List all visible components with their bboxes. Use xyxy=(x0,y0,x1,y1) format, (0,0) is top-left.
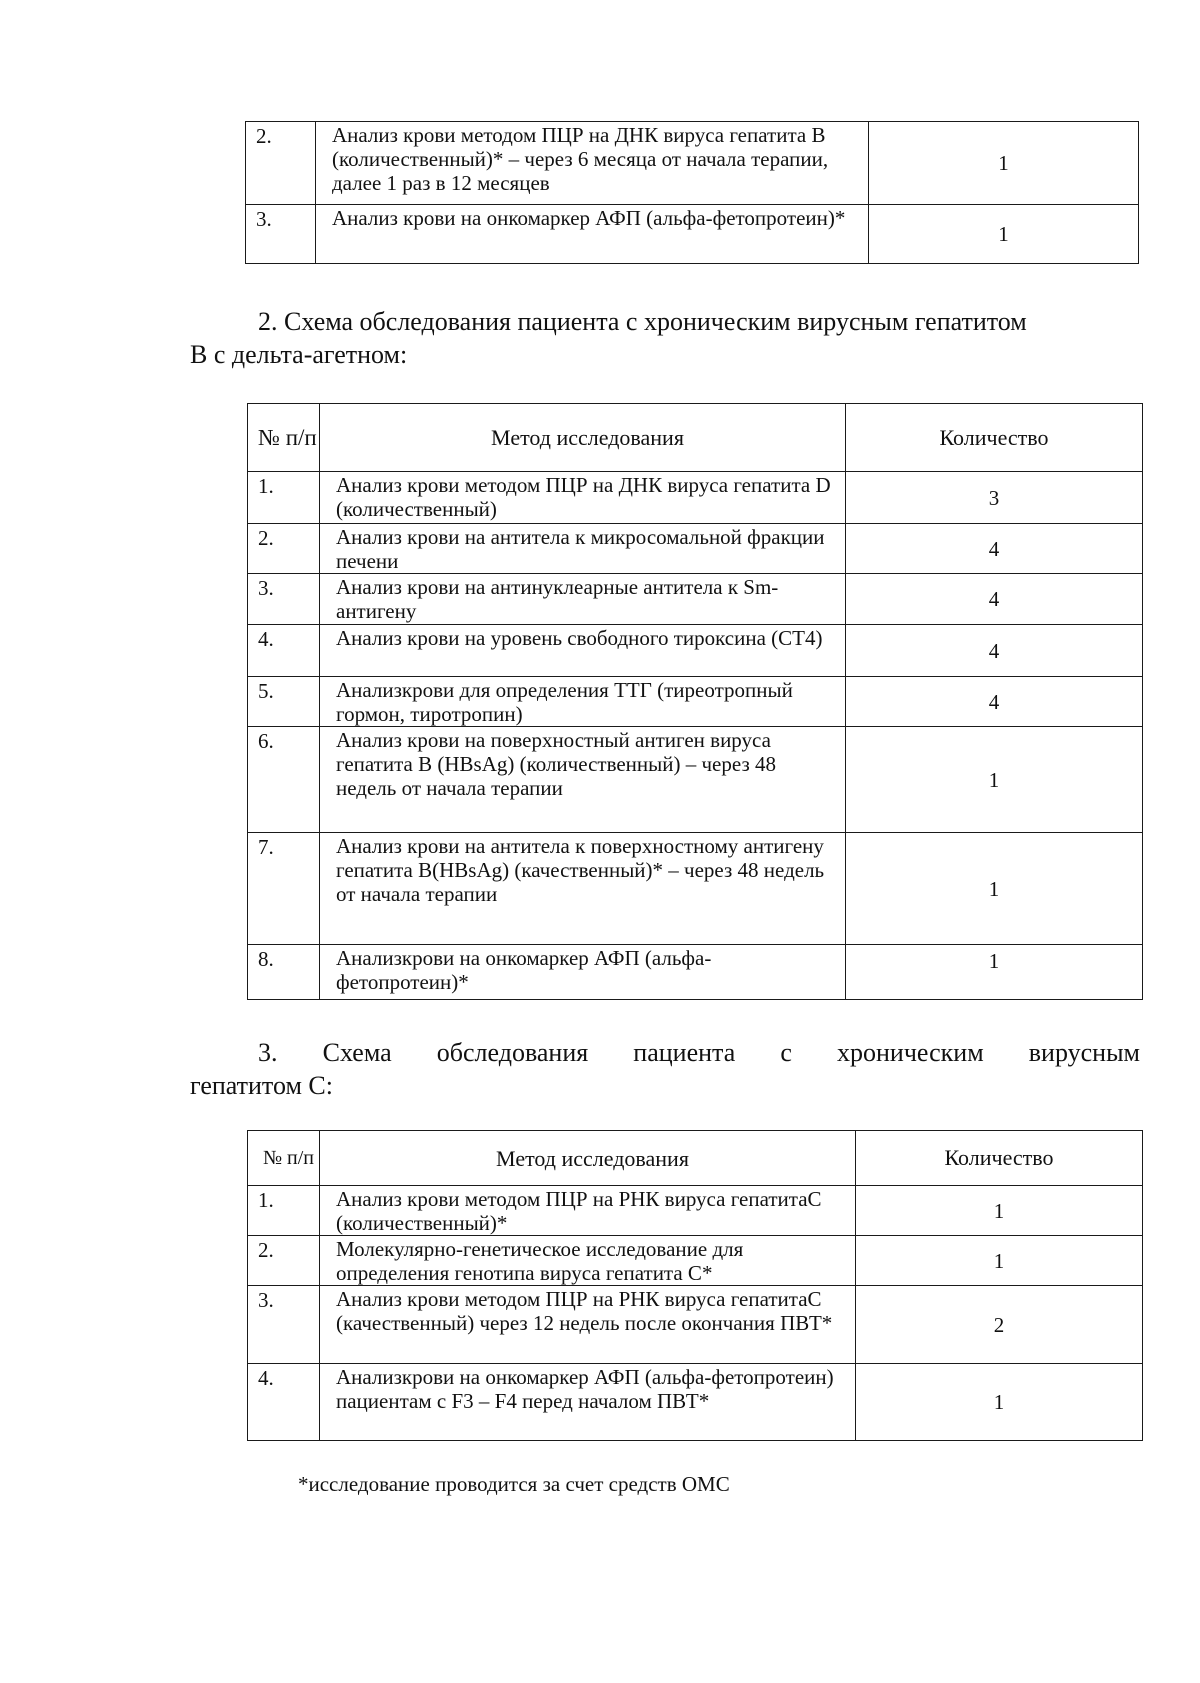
examination-table xyxy=(247,1130,1143,1441)
table-row xyxy=(248,945,1143,1000)
header-method: Метод исследования xyxy=(320,1131,856,1186)
row-method: Анализкрови на онкомаркер АФП (альфа-фетопротеин)* xyxy=(320,945,846,1000)
row-method: Анализ крови методом ПЦР на РНК вируса гепатитаC (количественный)* xyxy=(320,1186,856,1236)
row-quantity: 4 xyxy=(846,574,1143,625)
section-heading-line: гепатитом C: xyxy=(190,1071,333,1100)
header-quantity: Количество xyxy=(846,404,1143,472)
table-row xyxy=(246,205,1139,264)
row-quantity: 1 xyxy=(869,122,1139,205)
row-number: 3. xyxy=(248,574,320,625)
row-number: 4. xyxy=(248,1364,320,1441)
row-method: Анализкрови для определения ТТГ (тиреотропный гормон, тиротропин) xyxy=(320,677,846,727)
table-row xyxy=(248,727,1143,833)
row-method: Анализкрови на онкомаркер АФП (альфа-фетопротеин) пациентам с F3 – F4 перед началом ПВТ* xyxy=(320,1364,856,1441)
section-heading xyxy=(190,1036,1140,1102)
row-quantity: 1 xyxy=(856,1186,1143,1236)
section-heading xyxy=(190,305,1140,371)
table-row xyxy=(248,472,1143,524)
row-method: Анализ крови на антитела к микросомальной фракции печени xyxy=(320,524,846,574)
row-quantity: 1 xyxy=(846,833,1143,945)
row-method: Анализ крови на уровень свободного тироксина (СТ4) xyxy=(320,625,846,677)
row-method: Молекулярно-генетическое исследование для определения генотипа вируса гепатита C* xyxy=(320,1236,856,1286)
row-number: 1. xyxy=(248,1186,320,1236)
table-row xyxy=(248,1364,1143,1441)
row-quantity: 1 xyxy=(856,1364,1143,1441)
section-heading-line: 3. Схема обследования пациента с хроническим вирусным xyxy=(258,1038,1140,1067)
row-quantity: 1 xyxy=(856,1236,1143,1286)
row-number: 8. xyxy=(248,945,320,1000)
row-quantity: 3 xyxy=(846,472,1143,524)
row-method: Анализ крови методом ПЦР на ДНК вируса гепатита D (количественный) xyxy=(320,472,846,524)
section-heading-line: B с дельта-агетном: xyxy=(190,340,408,369)
row-quantity: 4 xyxy=(846,625,1143,677)
table-row xyxy=(248,625,1143,677)
row-number: 2. xyxy=(248,1236,320,1286)
table-row xyxy=(248,1286,1143,1364)
row-quantity: 4 xyxy=(846,524,1143,574)
row-method: Анализ крови на антинуклеарные антитела к Sm-антигену xyxy=(320,574,846,625)
table-row xyxy=(248,524,1143,574)
header-number: № п/п xyxy=(248,1131,320,1186)
examination-table xyxy=(247,403,1143,1000)
row-method: Анализ крови методом ПЦР на ДНК вируса гепатита B (количественный)* – через 6 месяца от начала терапии, далее 1 раз в 12 месяцев xyxy=(316,122,869,205)
row-number: 2. xyxy=(248,524,320,574)
header-number: № п/п xyxy=(248,404,320,472)
row-number: 3. xyxy=(248,1286,320,1364)
section-heading-line: 2. Схема обследования пациента с хроническим вирусным гепатитом xyxy=(258,307,1027,336)
row-number: 1. xyxy=(248,472,320,524)
row-number: 5. xyxy=(248,677,320,727)
row-quantity: 1 xyxy=(846,945,1143,1000)
row-quantity: 4 xyxy=(846,677,1143,727)
row-number: 7. xyxy=(248,833,320,945)
row-method: Анализ крови на поверхностный антиген вируса гепатита B (HBsAg) (количественный) – через 48 недель от начала терапии xyxy=(320,727,846,833)
table-row xyxy=(248,833,1143,945)
row-method: Анализ крови на антитела к поверхностному антигену гепатита B(HBsAg) (качественный)* – через 48 недель от начала терапии xyxy=(320,833,846,945)
table-row xyxy=(248,677,1143,727)
footnote: *исследование проводится за счет средств ОМС xyxy=(298,1472,730,1496)
row-quantity: 2 xyxy=(856,1286,1143,1364)
header-quantity: Количество xyxy=(856,1131,1143,1186)
table-row xyxy=(248,1236,1143,1286)
table-row xyxy=(248,574,1143,625)
row-method: Анализ крови методом ПЦР на РНК вируса гепатитаC (качественный) через 12 недель после окончания ПВТ* xyxy=(320,1286,856,1364)
table-continued xyxy=(245,121,1139,264)
row-number: 2. xyxy=(246,122,316,205)
table-header xyxy=(248,1131,1143,1186)
table-header xyxy=(248,404,1143,472)
table-row xyxy=(246,122,1139,205)
row-number: 3. xyxy=(246,205,316,264)
row-method: Анализ крови на онкомаркер АФП (альфа-фетопротеин)* xyxy=(316,205,869,264)
header-method: Метод исследования xyxy=(320,404,846,472)
row-quantity: 1 xyxy=(846,727,1143,833)
row-number: 4. xyxy=(248,625,320,677)
row-number: 6. xyxy=(248,727,320,833)
table-row xyxy=(248,1186,1143,1236)
row-quantity: 1 xyxy=(869,205,1139,264)
